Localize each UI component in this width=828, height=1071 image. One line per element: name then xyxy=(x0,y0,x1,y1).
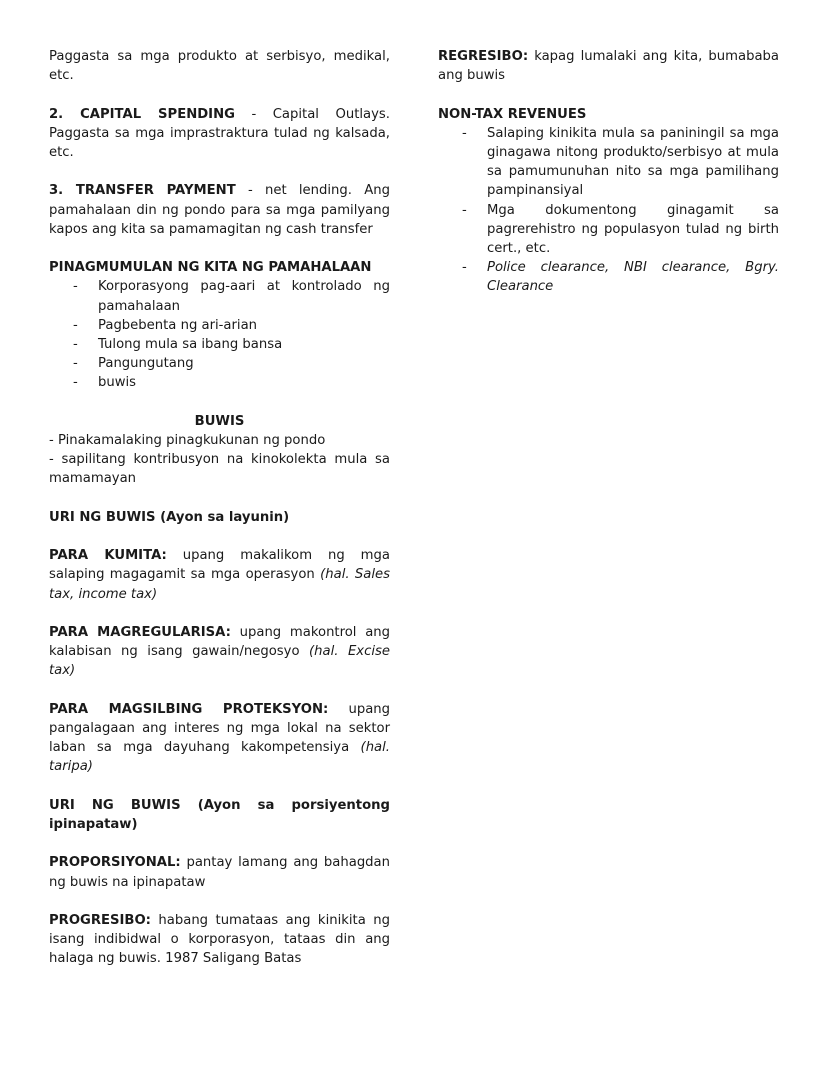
list-item: - buwis xyxy=(49,373,390,392)
transfer-payment-paragraph: 3. TRANSFER PAYMENT - net lending. Ang pamahalaan din ng pondo para sa mga pamilyang kapos ang kita sa pamamagitan ng cash transfer xyxy=(49,183,390,237)
proporsiyonal-paragraph: PROPORSIYONAL: pantay lamang ang bahagdan ng buwis na ipinapataw xyxy=(49,855,390,890)
sources-list xyxy=(49,277,390,392)
capital-spending-paragraph: 2. CAPITAL SPENDING - Capital Outlays. Paggasta sa mga imprastraktura tulad ng kalsada, etc. xyxy=(49,106,390,160)
para-kumita-paragraph: PARA KUMITA: upang makalikom ng mga salaping magagamit sa mga operasyon (hal. Sales tax, income tax) xyxy=(49,548,390,602)
capital-spending-term: 2. CAPITAL SPENDING xyxy=(49,106,235,122)
right-column xyxy=(438,47,779,297)
list-item: - Mga dokumentong ginagamit sa pagrerehistro ng populasyon tulad ng birth cert., etc. xyxy=(438,201,779,259)
list-item: - Salaping kinikita mula sa paniningil sa mga ginagawa nitong produkto/serbisyo at mula sa pamumunuhan nito sa mga pamilihang pampinansiyal xyxy=(438,124,779,201)
list-item: - Pagbebenta ng ari-arian xyxy=(49,316,390,335)
list-item: - Korporasyong pag-aari at kontrolado ng pamahalaan xyxy=(49,277,390,315)
buwis-heading: BUWIS xyxy=(194,413,245,429)
intro-paragraph: Paggasta sa mga produkto at serbisyo, medikal, etc. xyxy=(49,49,390,84)
list-item: - Tulong mula sa ibang bansa xyxy=(49,335,390,354)
uri-layunin-heading: URI NG BUWIS (Ayon sa layunin) xyxy=(49,509,290,525)
left-column xyxy=(49,47,390,969)
list-item: - Police clearance, NBI clearance, Bgry. Clearance xyxy=(438,258,779,296)
transfer-payment-term: 3. TRANSFER PAYMENT xyxy=(49,183,236,199)
uri-porsiyento-heading: URI NG BUWIS (Ayon sa porsiyentong ipinapataw) xyxy=(49,797,390,832)
regresibo-paragraph: REGRESIBO: kapag lumalaki ang kita, bumababa ang buwis xyxy=(438,49,779,84)
sources-heading: PINAGMUMULAN NG KITA NG PAMAHALAAN xyxy=(49,260,372,276)
para-magregularisa-paragraph: PARA MAGREGULARISA: upang makontrol ang kalabisan ng isang gawain/negosyo (hal. Excise tax) xyxy=(49,624,391,679)
non-tax-list xyxy=(438,124,779,297)
buwis-line: - Pinakamalaking pinagkukunan ng pondo xyxy=(49,433,326,448)
list-item: - Pangungutang xyxy=(49,354,390,373)
buwis-line: - sapilitang kontribusyon na kinokolekta mula sa mamamayan xyxy=(49,452,390,487)
progresibo-paragraph: PROGRESIBO: habang tumataas ang kinikita ng isang indibidwal o korporasyon, tataas din ang halaga ng buwis. 1987 Saligang Batas xyxy=(49,912,390,967)
non-tax-heading: NON-TAX REVENUES xyxy=(438,106,587,122)
para-proteksyon-paragraph: PARA MAGSILBING PROTEKSYON: upang pangalagaan ang interes ng mga lokal na sektor laban sa mga dayuhang kakompetensiya (hal. taripa) xyxy=(49,701,391,775)
